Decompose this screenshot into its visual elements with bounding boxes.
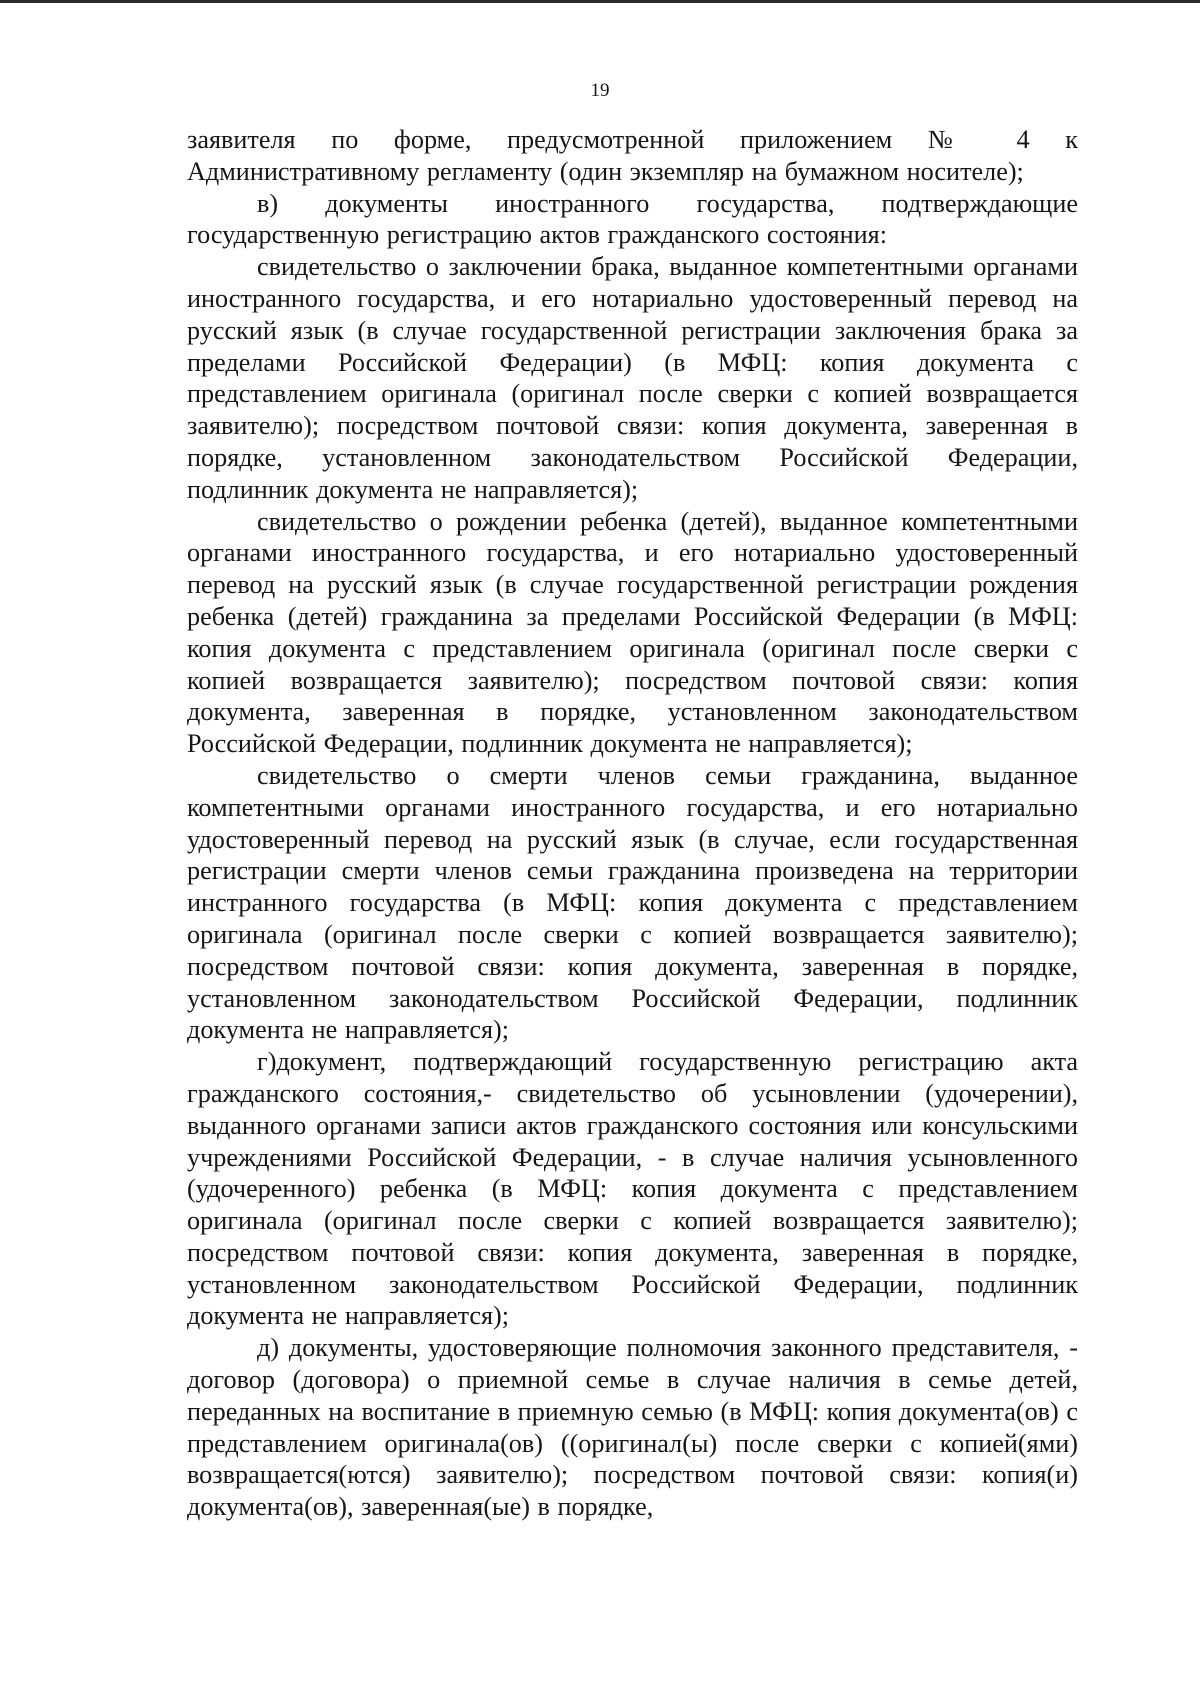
document-body: [187, 124, 1078, 1523]
paragraph-birth-certificate: свидетельство о рождении ребенка (детей), выданное компетентными органами иностранного государства, и его нотариально удостоверенный перевод на русский язык (в случае государственной регистрации рождения ребенка (детей) гражданина за пределами Российской Федерации (в МФЦ: копия документа с представлением оригинала (оригинал после сверки с копией возвращается заявителю); посредством почтовой связи: копия документа, заверенная в порядке, установленном законодательством Российской Федерации, подлинник документа не направляется);: [187, 506, 1078, 759]
page-number: 19: [590, 80, 610, 101]
paragraph-death-certificate: свидетельство о смерти членов семьи гражданина, выданное компетентными органами иностранного государства, и его нотариально удостоверенный перевод на русский язык (в случае, если государственная регистрации смерти членов семьи гражданина произведена на территории инстранного государства (в МФЦ: копия документа с представлением оригинала (оригинал после сверки с копией возвращается заявителю); посредством почтовой связи: копия документа, заверенная в порядке, установленном законодательством Российской Федерации, подлинник документа не направляется);: [187, 760, 1078, 1045]
paragraph-marriage-certificate: свидетельство о заключении брака, выданное компетентными органами иностранного государства, и его нотариально удостоверенный перевод на русский язык (в случае государственной регистрации заключения брака за пределами Российской Федерации) (в МФЦ: копия документа с представлением оригинала (оригинал после сверки с копией возвращается заявителю); посредством почтовой связи: копия документа, заверенная в порядке, установленном законодательством Российской Федерации, подлинник документа не направляется);: [187, 252, 1078, 504]
paragraph-item-d-representative-documents: д) документы, удостоверяющие полномочия законного представителя, - договор (договора) о приемной семье в случае наличия в семье детей, переданных на воспитание в приемную семью (в МФЦ: копия документа(ов) с представлением оригинала(ов) ((оригинал(ы) после сверки с копией(ями) возвращается(ются) заявителю); посредством почтовой связи: копия(и) документа(ов), заверенная(ые) в порядке,: [187, 1333, 1078, 1522]
paragraph-applicant-form: заявителя по форме, предусмотренной приложением № 4 к Административному регламенту (один экземпляр на бумажном носителе);: [187, 125, 1078, 186]
top-border-line: [0, 0, 1200, 3]
paragraph-item-g-adoption-certificate: г)документ, подтверждающий государственную регистрацию акта гражданского состояния,- свидетельство об усыновлении (удочерении), выданного органами записи актов гражданского состояния или консульскими учреждениями Российской Федерации, - в случае наличия усыновленного (удочеренного) ребенка (в МФЦ: копия документа с представлением оригинала (оригинал после сверки с копией возвращается заявителю); посредством почтовой связи: копия документа, заверенная в порядке, установленном законодательством Российской Федерации, подлинник документа не направляется);: [187, 1047, 1078, 1331]
paragraph-item-v-foreign-documents: в) документы иностранного государства, подтверждающие государственную регистрацию актов гражданского состояния:: [187, 188, 1078, 250]
